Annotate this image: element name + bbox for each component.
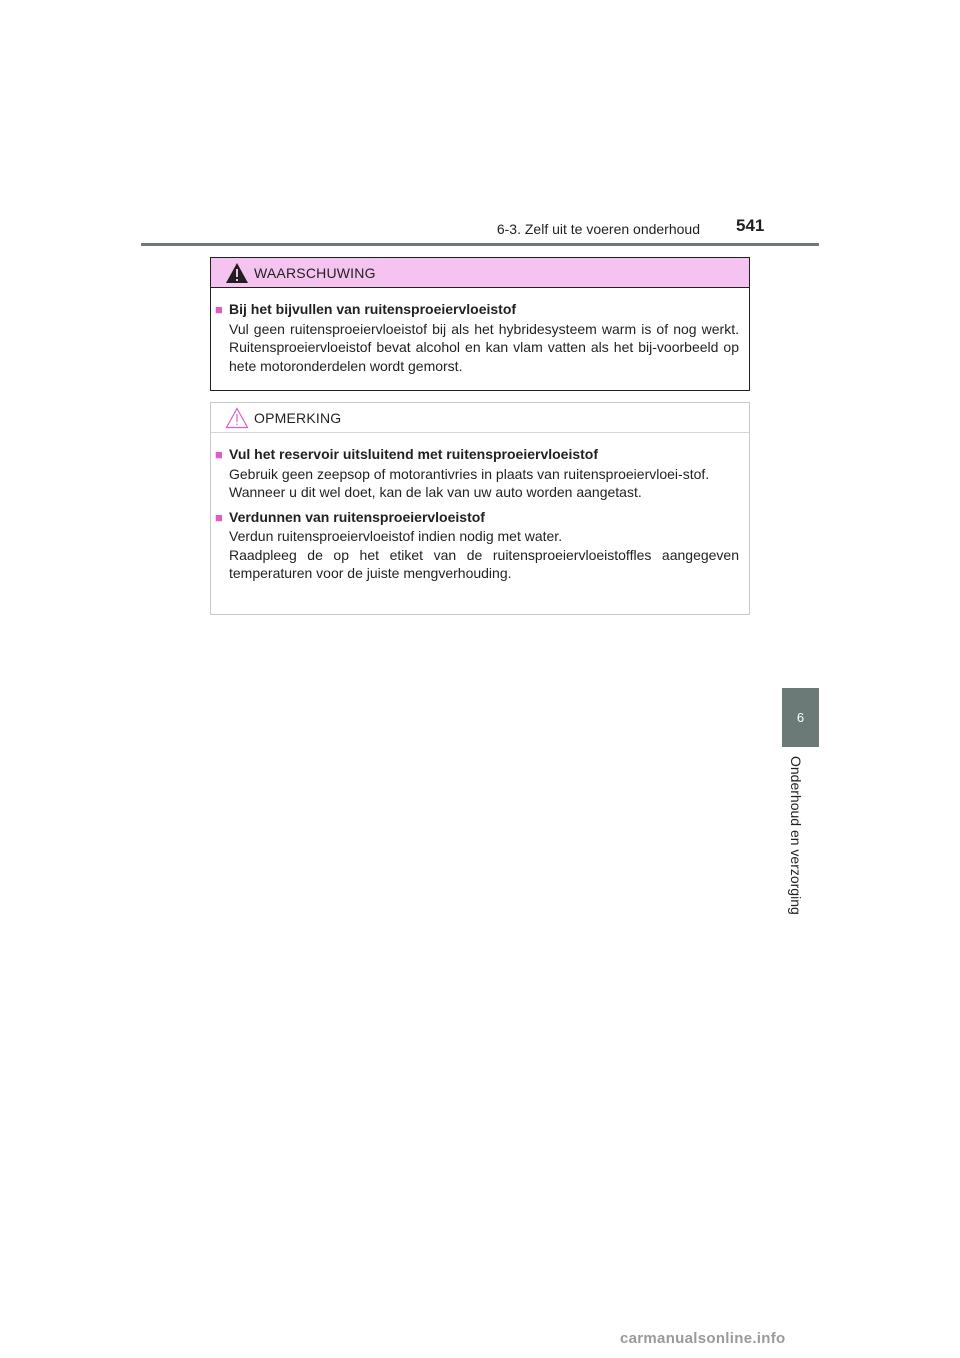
warning-header bbox=[211, 258, 749, 288]
chapter-tab: 6 bbox=[782, 688, 819, 747]
notice-section bbox=[215, 508, 739, 583]
notice-triangle-outline-icon bbox=[225, 407, 249, 429]
warning-triangle-icon bbox=[225, 262, 249, 284]
notice-section-text bbox=[215, 465, 739, 502]
page-number: 541 bbox=[736, 216, 765, 235]
notice-header bbox=[211, 403, 749, 433]
header-rule bbox=[141, 243, 819, 246]
warning-label: WAARSCHUWING bbox=[254, 265, 376, 281]
notice-label: OPMERKING bbox=[254, 410, 342, 426]
notice-section bbox=[215, 445, 739, 502]
notice-section-title bbox=[215, 445, 739, 465]
section-title: 6-3. Zelf uit te voeren onderhoud bbox=[496, 221, 700, 237]
notice-box bbox=[210, 402, 750, 615]
paragraph: Gebruik geen zeepsop of motorantivries in plaats van ruitensproeiervloei-stof. bbox=[229, 465, 710, 482]
paragraph: Vul geen ruitensproeiervloeistof bij als het hybridesysteem warm is of nog werkt. Ruitensproeiervloeistof bevat alcohol en kan vlam vatten als het bij-voorbeeld op hete motoronderdelen wordt gemorst. bbox=[229, 320, 739, 374]
notice-section-text bbox=[215, 527, 739, 583]
warning-section-title-text: Bij het bijvullen van ruitensproeiervloeistof bbox=[229, 301, 517, 317]
notice-section-title bbox=[215, 508, 739, 528]
warning-section bbox=[215, 300, 739, 375]
warning-section-title bbox=[215, 300, 739, 320]
notice-section-title-text: Vul het reservoir uitsluitend met ruitensproeiervloeistof bbox=[229, 446, 599, 462]
notice-body bbox=[211, 433, 749, 583]
warning-body bbox=[211, 288, 749, 375]
warning-section-text bbox=[215, 320, 739, 376]
bullet-square-icon: ■ bbox=[215, 302, 223, 317]
bullet-square-icon: ■ bbox=[215, 509, 223, 525]
paragraph: Raadpleeg de op het etiket van de ruitensproeiervloeistoffles aangegeven temperaturen voor de juiste mengverhouding. bbox=[229, 546, 739, 581]
chapter-label: Onderhoud en verzorging bbox=[788, 756, 804, 915]
watermark: carmanualsonline.info bbox=[620, 1330, 786, 1347]
paragraph: Verdun ruitensproeiervloeistof indien nodig met water. bbox=[229, 528, 563, 544]
bullet-square-icon: ■ bbox=[215, 447, 223, 462]
paragraph: Wanneer u dit wel doet, kan de lak van uw auto worden aangetast. bbox=[229, 484, 642, 500]
notice-section-title-text: Verdunnen van ruitensproeiervloeistof bbox=[229, 508, 485, 525]
warning-box bbox=[210, 257, 750, 391]
